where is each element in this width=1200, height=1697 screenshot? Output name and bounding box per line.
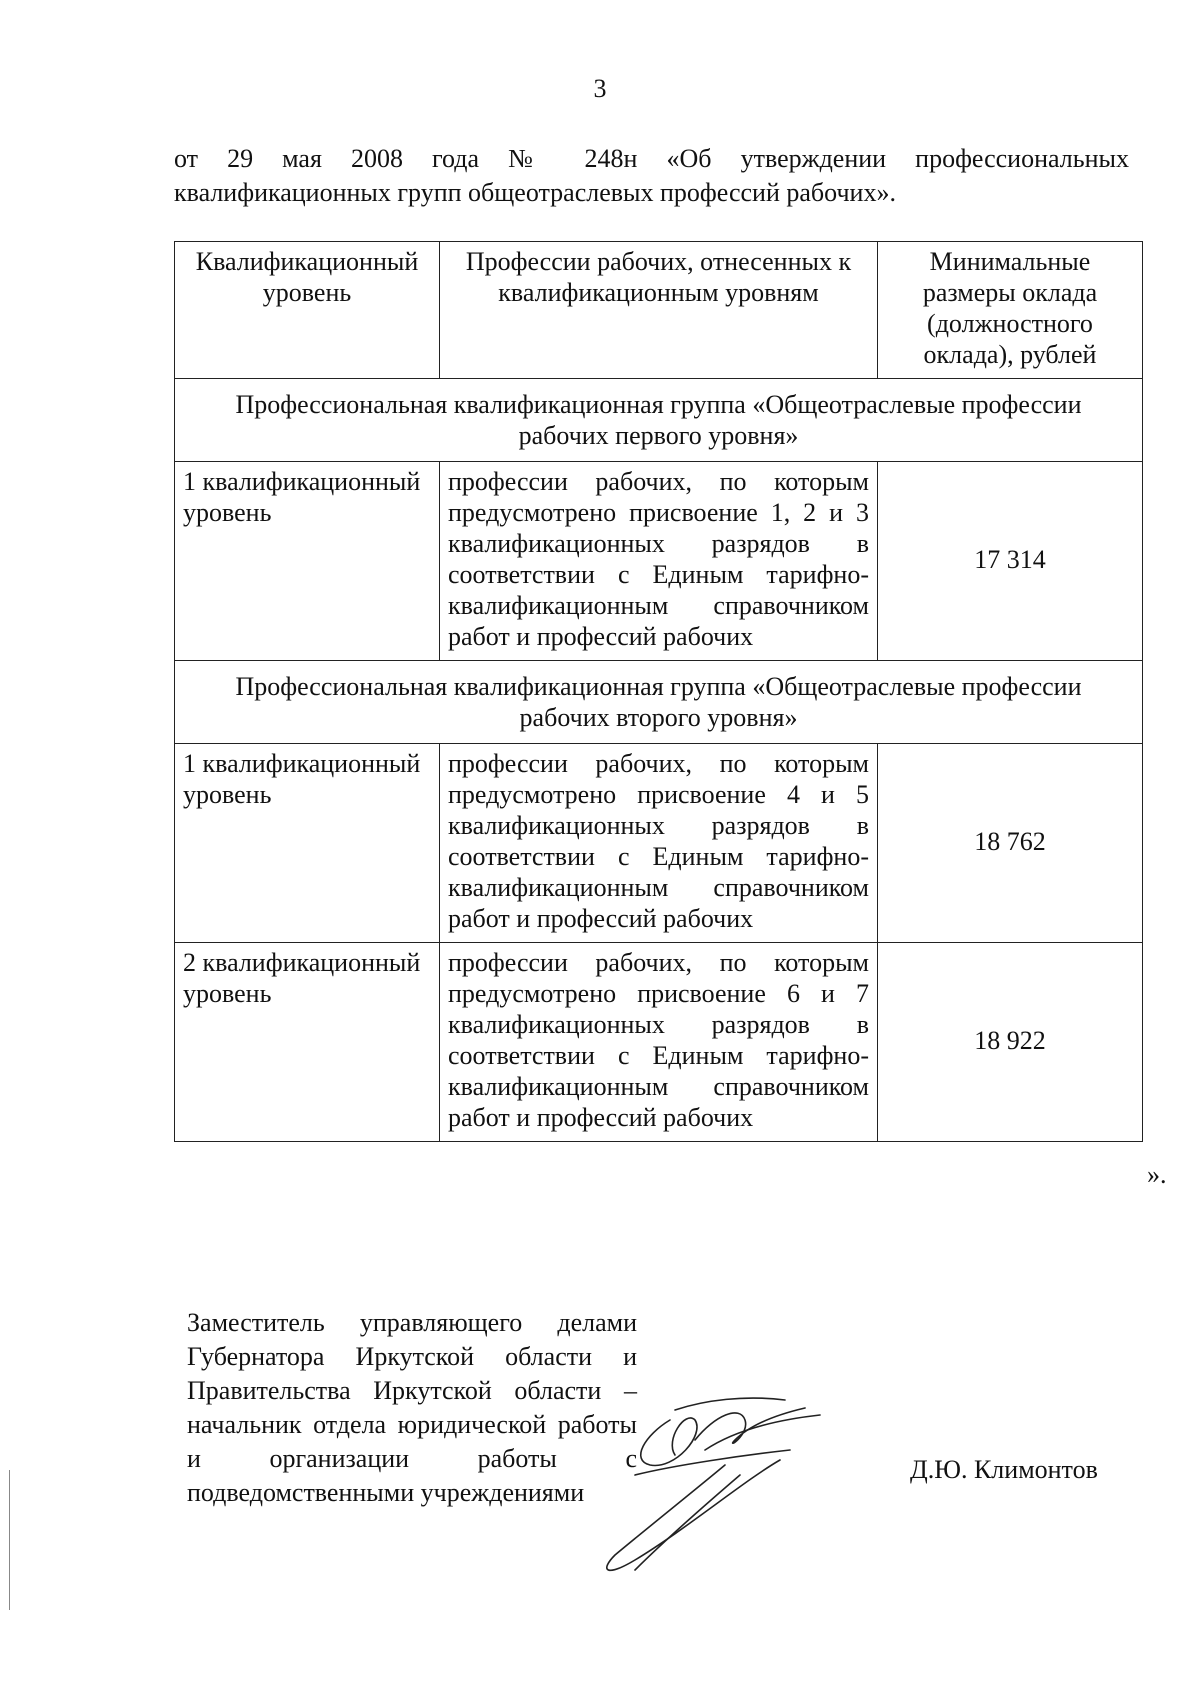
intro-paragraph	[174, 142, 1129, 210]
group-title: Профессиональная квалификационная группа «Общеотраслевые профессии рабочих второго уровня»	[175, 661, 1143, 744]
group-title-row	[175, 661, 1143, 744]
salary-cell: 17 314	[878, 462, 1143, 661]
header-level: Квалификационный уровень	[175, 242, 440, 379]
handwritten-signature	[575, 1380, 875, 1590]
level-cell: 1 квалификационный уровень	[175, 462, 440, 661]
closing-quote: ».	[1147, 1160, 1167, 1189]
table-row	[175, 744, 1143, 943]
table-header-row	[175, 242, 1143, 379]
professions-cell: профессии рабочих, по которым предусмотрено присвоение 4 и 5 квалификационных разрядов в соответствии с Единым тарифно-квалификационным справочником работ и профессий рабочих	[440, 744, 878, 943]
signatory-name: Д.Ю. Климонтов	[910, 1455, 1098, 1484]
intro-line-1: от 29 мая 2008 года № 248н «Об утверждении профессиональных	[174, 144, 1129, 173]
header-professions: Профессии рабочих, отнесенных к квалификационным уровням	[440, 242, 878, 379]
salary-table	[174, 241, 1143, 1142]
level-cell: 2 квалификационный уровень	[175, 943, 440, 1142]
table-row	[175, 462, 1143, 661]
group-title: Профессиональная квалификационная группа «Общеотраслевые профессии рабочих первого уровня»	[175, 379, 1143, 462]
signatory-position-text: Заместитель управляющего делами Губернатора Иркутской области и Правительства Иркутской области – начальник отдела юридической работы и организации работы с подведомственными учреждениями	[187, 1308, 637, 1507]
salary-cell: 18 762	[878, 744, 1143, 943]
salary-cell: 18 922	[878, 943, 1143, 1142]
signatory-position	[187, 1306, 637, 1510]
level-cell: 1 квалификационный уровень	[175, 744, 440, 943]
group-title-row	[175, 379, 1143, 462]
professions-cell: профессии рабочих, по которым предусмотрено присвоение 1, 2 и 3 квалификационных разрядов в соответствии с Единым тарифно-квалификационным справочником работ и профессий рабочих	[440, 462, 878, 661]
table-row	[175, 943, 1143, 1142]
scan-margin-line	[9, 1470, 10, 1610]
page-number: 3	[593, 74, 607, 103]
intro-line-2: квалификационных групп общеотраслевых профессий рабочих».	[174, 178, 896, 207]
professions-cell: профессии рабочих, по которым предусмотрено присвоение 6 и 7 квалификационных разрядов в соответствии с Единым тарифно-квалификационным справочником работ и профессий рабочих	[440, 943, 878, 1142]
header-salary: Минимальные размеры оклада (должностного оклада), рублей	[878, 242, 1143, 379]
